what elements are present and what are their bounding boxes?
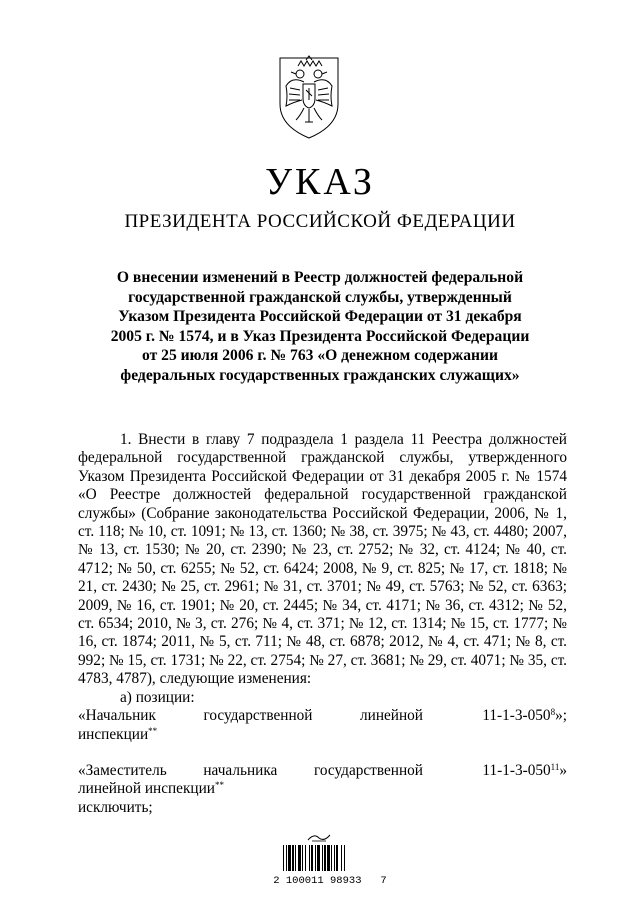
position-entry-1	[78, 707, 567, 725]
issuer-subtitle: ПРЕЗИДЕНТА РОССИЙСКОЙ ФЕДЕРАЦИИ	[124, 211, 516, 232]
position-entry-2	[78, 762, 567, 780]
paragraph-1: 1. Внести в главу 7 подраздела 1 раздела 11 Реестра должностей федеральной государственной гражданской службы, утвержденного Указом Президента Российской Федерации от 31 декабря 2005 г. № 1574 «О Реестре должностей федеральной государственной гражданской службы» (Собрание законодательства Российской Федерации, 2006, № 1, ст. 118; № 10, ст. 1091; № 13, ст. 1360; № 38, ст. 3975; № 43, ст. 4480; 2007, № 13, ст. 1530; № 20, ст. 2390; № 23, ст. 2752; № 32, ст. 4124; № 40, ст. 4712; № 50, ст. 6255; № 52, ст. 6424; 2008, № 9, ст. 825; № 17, ст. 1818; № 21, ст. 2430; № 25, ст. 2961; № 31, ст. 3701; № 49, ст. 5763; № 52, ст. 6363; 2009, № 16, ст. 1901; № 20, ст. 2445; № 34, ст. 4171; № 36, ст. 4312; № 52, ст. 6534; 2010, № 3, ст. 276; № 4, ст. 371; № 12, ст. 1314; № 15, ст. 1777; № 16, ст. 1874; 2011, № 5, ст. 711; № 48, ст. 6878; 2012, № 4, ст. 471; № 8, ст. 992; № 15, ст. 1731; № 22, ст. 2754; № 27, ст. 3681; № 29, ст. 4071; № 35, ст. 4783, 4787), следующие изменения:	[78, 431, 567, 688]
action-text: исключить;	[78, 798, 153, 816]
position-1-name-line2: инспекции**	[78, 725, 158, 743]
barcode-number: 2 100011 98933 7	[273, 875, 387, 887]
decree-heading: О внесении изменений в Реестр должностей федеральной государственной гражданской службы, утвержденный Указом Президента Российской Федерации от 31 декабря 2005 г. № 1574, и в Указ Президента Российской Федерации от 25 июля 2006 г. № 763 «О денежном содержании федеральных государственных гражданских служащих»	[110, 269, 530, 384]
position-2-name-line1: «Заместитель начальника государственной	[78, 761, 423, 779]
position-2-name-line2: линейной инспекции**	[78, 780, 224, 798]
barcode-icon	[282, 845, 378, 871]
decree-body	[78, 431, 567, 817]
subparagraph-a: а) позиции:	[120, 688, 195, 706]
document-type-title: УКАЗ	[265, 161, 375, 203]
stamp-mark-icon	[306, 831, 332, 843]
coat-of-arms-icon	[276, 52, 342, 140]
position-2-code: $11-1-3-050^{11}$»	[482, 761, 567, 779]
position-1-code: $11-1-3-050^8$»;	[482, 707, 567, 725]
position-1-name-line1: «Начальник государственной линейной	[78, 707, 423, 725]
